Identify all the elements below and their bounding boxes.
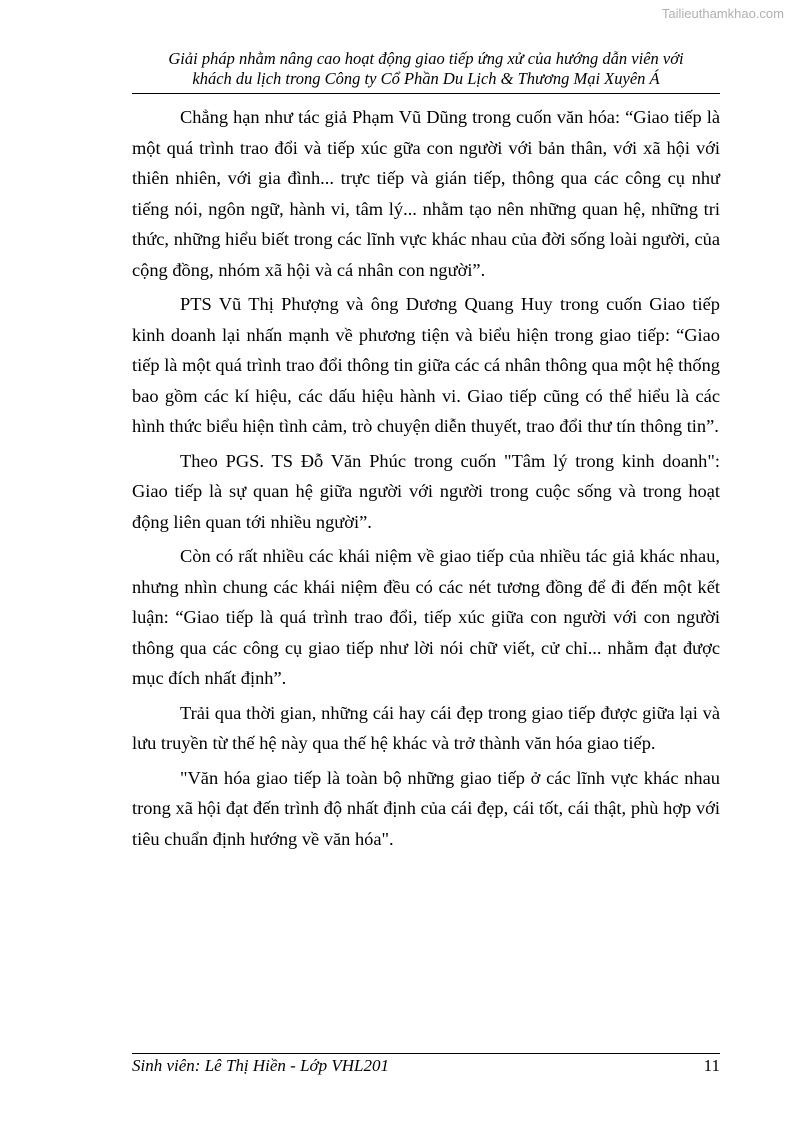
paragraph: Chẳng hạn như tác giả Phạm Vũ Dũng trong cuốn văn hóa: “Giao tiếp là một quá trình trao đổi và tiếp xúc gữa con người với bản thân, với xã hội với thiên nhiên, với gia đình... trực tiếp và gián tiếp, thông qua các công cụ như tiếng nói, ngôn ngữ, hành vi, tâm lý... nhằm tạo nên những quan hệ, những tri thức, những hiểu biết trong các lĩnh vực khác nhau của đời sống loài người, của cộng đồng, nhóm xã hội và cá nhân con người”. — [132, 107, 720, 280]
watermark: Tailieuthamkhao.com — [661, 6, 784, 21]
paragraph: Còn có rất nhiều các khái niệm về giao tiếp của nhiều tác giả khác nhau, nhưng nhìn chung các khái niệm đều có các nét tương đồng để đi đến một kết luận: “Giao tiếp là quá trình trao đổi, tiếp xúc giữa con người với con người thông qua các công cụ giao tiếp như lời nói chữ viết, cử chỉ... nhằm đạt được mục đích nhất định”. — [132, 546, 720, 688]
footer — [132, 1056, 720, 1076]
body-text — [132, 102, 720, 858]
paragraph: Theo PGS. TS Đỗ Văn Phúc trong cuốn "Tâm lý trong kinh doanh": Giao tiếp là sự quan hệ giữa người với người trong cuộc sống và trong hoạt động liên quan tới nhiều người”. — [132, 450, 720, 532]
running-header — [132, 49, 720, 89]
page-number: 11 — [703, 1056, 720, 1075]
footer-student: Sinh viên: Lê Thị Hiền - Lớp VHL201 — [132, 1056, 389, 1075]
header-line-2: khách du lịch trong Công ty Cổ Phần Du Lịch & Thương Mại Xuyên Á — [192, 69, 660, 88]
paragraph: Trải qua thời gian, những cái hay cái đẹp trong giao tiếp được giữa lại và lưu truyền từ thế hệ này qua thế hệ khác và trở thành văn hóa giao tiếp. — [132, 702, 720, 753]
header-divider — [132, 93, 720, 94]
header-line-1: Giải pháp nhằm nâng cao hoạt động giao tiếp ứng xử của hướng dẫn viên với — [168, 49, 684, 68]
paragraph: "Văn hóa giao tiếp là toàn bộ những giao tiếp ở các lĩnh vực khác nhau trong xã hội đạt đến trình độ nhất định của cái đẹp, cái tốt, cái thật, phù hợp với tiêu chuẩn định hướng về văn hóa". — [132, 767, 720, 849]
footer-divider — [132, 1053, 720, 1054]
paragraph: PTS Vũ Thị Phượng và ông Dương Quang Huy trong cuốn Giao tiếp kinh doanh lại nhấn mạnh về phương tiện và biểu hiện trong giao tiếp: “Giao tiếp là một quá trình trao đổi thông tin giữa các cá nhân thông qua một hệ thống bao gồm các kí hiệu, các dấu hiệu hành vi. Giao tiếp cũng có thể hiểu là các hình thức biểu hiện tình cảm, trò chuyện diễn thuyết, trao đổi thư tín thông tin”. — [132, 294, 720, 436]
